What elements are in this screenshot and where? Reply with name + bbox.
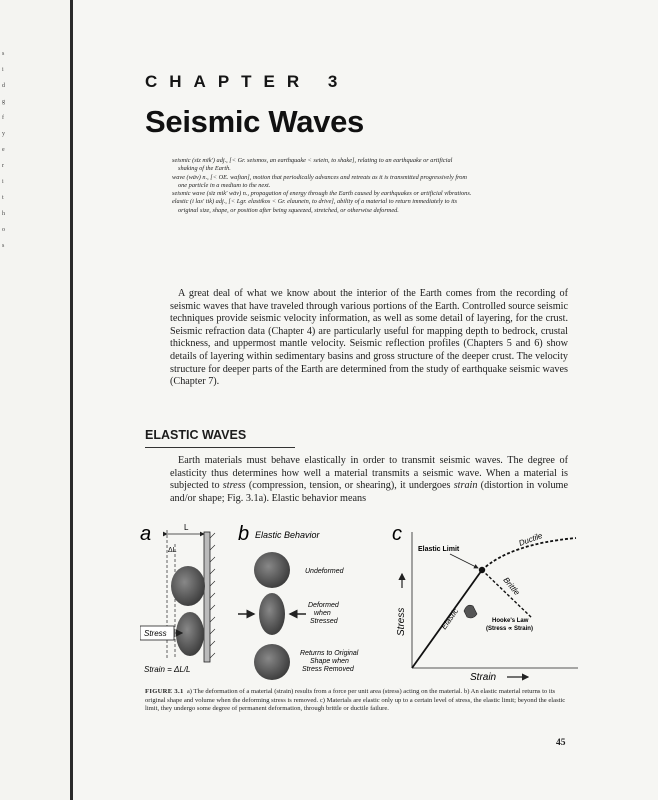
compressed-sphere	[176, 612, 204, 656]
deformed-label-2: when	[314, 610, 331, 617]
returns-label-2: Shape when	[310, 658, 349, 665]
chapter-title: Seismic Waves	[145, 104, 364, 139]
panel-a-letter: a	[140, 523, 152, 545]
spine-mark: g	[2, 99, 5, 105]
elastic-limit-point	[479, 567, 485, 573]
elastic-text-end: (distortion in volume and/or shape; Fig. 3.1a). Elastic behavior means	[170, 480, 568, 504]
chapter-label: CHAPTER 3	[145, 72, 350, 91]
bleed-through-text	[175, 30, 575, 42]
elastic-paragraph	[170, 455, 568, 505]
glossary-entry: elastic (i las' tik) adj., [< Lgr. elastikos < Gr. elaunein, to drive], ability of a material to return immediately to its original size, shape, or position after being squeezed, stretched, or otherwise deformed.	[172, 198, 458, 214]
spine-mark: e	[2, 147, 5, 153]
undeformed-label: Undeformed	[305, 568, 344, 575]
term-strain: strain	[453, 480, 478, 492]
wall-hatching	[210, 533, 215, 658]
restored-ball	[254, 644, 290, 680]
spine-mark: i	[2, 179, 4, 185]
undeformed-ball	[254, 552, 290, 588]
stress-label: Stress	[144, 629, 167, 638]
spine-mark: o	[2, 227, 5, 233]
returns-label-3: Stress Removed	[302, 666, 354, 673]
glossary-box	[172, 157, 472, 215]
figure-caption	[145, 688, 570, 714]
intro-paragraph: A great deal of what we know about the interior of the Earth comes from the recording of seismic waves that have traveled through various portions of the Earth. Controlled source seismic techniques provide seismic velocity information, as well as some detail of layering, for the crust. Seismic refraction data (Chapter 4) are particularly useful for mapping depth to bedrock, crustal thickness, and uppermost mantle velocity. Seismic reflection profiles (Chapters 5 and 6) show details of layering within sedimentary basins and gross structure of the deeper crust. The velocity structure for deeper parts of the Earth are determined from the study of earthquake seismic waves (Chapter 7).	[170, 288, 568, 388]
page-number: 45	[556, 738, 566, 748]
y-axis-label: Stress	[396, 607, 407, 636]
deformed-ball	[259, 593, 285, 635]
figure-3-1	[140, 518, 580, 684]
panel-b-letter: b	[238, 523, 250, 545]
brittle-label: Brittle	[501, 575, 522, 597]
x-axis-label: Strain	[470, 672, 497, 683]
glossary-entry: seismic wave (sīz mik' wāv) n., propagation of energy through the Earth caused by earthquakes or artificial vibrations.	[172, 190, 472, 198]
spine-mark: i	[2, 67, 4, 73]
returns-label-1: Returns to Original	[300, 650, 359, 657]
glossary-entry: seismic (sīz mīk') adj., [< Gr. seismos, an earthquake < seiein, to shake], relating to an earthquake or artificial shaking of the Earth.	[172, 157, 453, 173]
panel-c-letter: c	[392, 523, 402, 545]
pointing-hand-icon	[464, 605, 477, 618]
term-stress: stress	[222, 480, 246, 492]
elastic-limit-label: Elastic Limit	[418, 546, 460, 553]
elastic-text-middle: (compression, tension, or shearing), it undergoes	[245, 480, 454, 492]
caption-text: a) The deformation of a material (strain) results from a force per unit area (stress) acting on the material. b) An elastic material returns to its original shape and volume when the deforming stress is removed. c) Materials are elastic only up to a certain level of stress, the elastic limit; beyond the elastic limit, they undergo some degree of permanent deformation, through brittle or ductile failure.	[145, 688, 566, 713]
glossary-entry: wave (wāv) n., [< OE. wafian], motion that periodically advances and retreats as it is transmitted progressively from one particle in a medium to the next.	[172, 173, 467, 189]
elastic-text-start: Earth materials must behave elastically in order to transmit seismic waves. The degree of elasticity thus determines how well a material transmits a seismic wave. When a material is subjected to	[170, 455, 568, 492]
spine-mark: y	[2, 131, 5, 137]
spine-mark: s	[2, 51, 5, 57]
delta-length-label: ΔL	[168, 547, 177, 554]
spine-mark: h	[2, 211, 5, 217]
elastic-limit-pointer	[450, 554, 478, 568]
deformed-label-3: Stressed	[310, 618, 338, 625]
spine-mark: r	[2, 163, 4, 169]
spine-mark: f	[2, 115, 4, 121]
undeformed-sphere	[171, 566, 205, 606]
elastic-label: Elastic	[439, 606, 461, 632]
elastic-behavior-title: Elastic Behavior	[255, 530, 320, 540]
deformed-label-1: Deformed	[308, 602, 339, 609]
spine-mark: s	[2, 243, 5, 249]
caption-label: FIGURE 3.1	[145, 688, 184, 695]
fixed-wall	[204, 532, 210, 662]
length-label: L	[184, 523, 189, 532]
facing-page-spine	[0, 0, 70, 800]
section-underline	[145, 447, 295, 448]
spine-mark: d	[2, 83, 5, 89]
hookes-law-formula: (Stress ∝ Strain)	[486, 626, 533, 632]
ductile-label: Ductile	[517, 531, 544, 548]
strain-formula: Strain = ΔL/L	[144, 665, 191, 674]
hookes-law-label: Hooke's Law	[492, 618, 529, 624]
spine-mark: t	[2, 195, 4, 201]
section-heading: ELASTIC WAVES	[145, 428, 247, 442]
